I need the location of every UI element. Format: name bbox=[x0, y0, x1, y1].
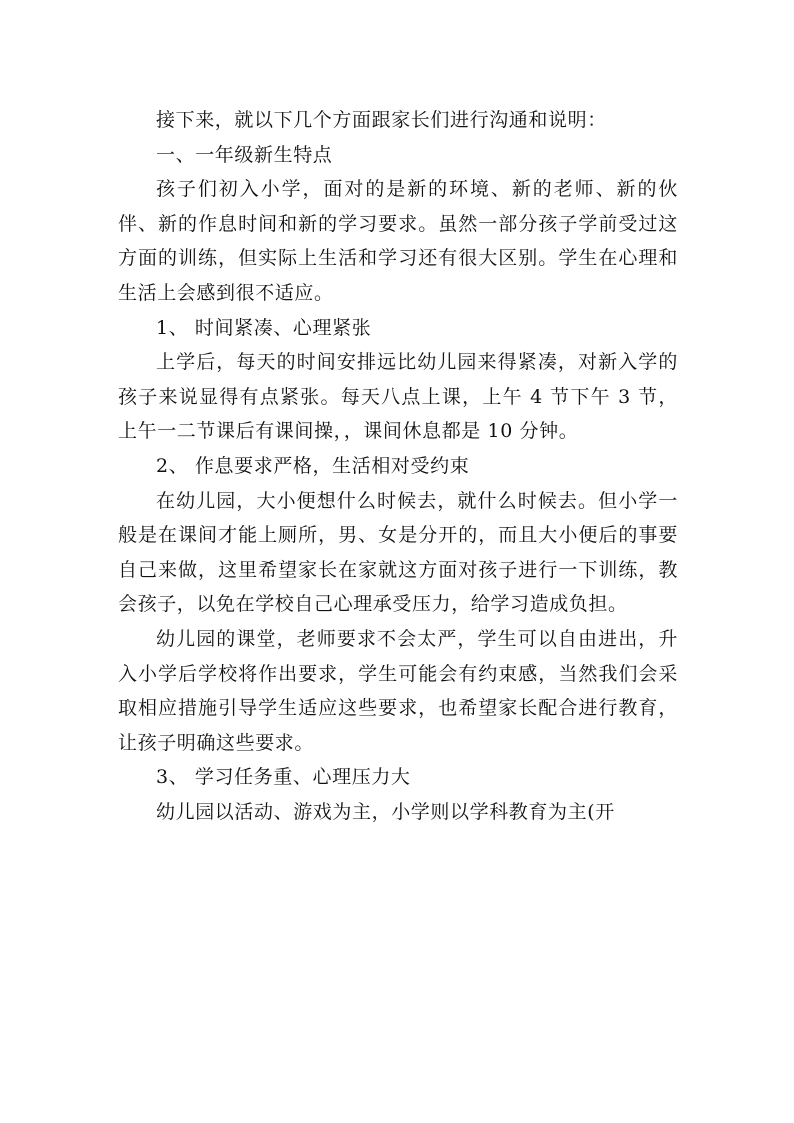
subheading: 1、 时间紧凑、心理紧张 bbox=[156, 316, 372, 339]
subheading: 2、 作息要求严格，生活相对受约束 bbox=[156, 454, 470, 477]
body-paragraph: 上学后，每天的时间安排远比幼儿园来得紧凑，对新入学的孩子来说显得有点紧张。每天八点上课，上午 4 节下午 3 节，上午一二节课后有课间操，，课间休息都是 10 分钟。 bbox=[118, 351, 678, 443]
subheading: 3、 学习任务重、心理压力大 bbox=[156, 766, 411, 789]
intro-paragraph: 接下来，就以下几个方面跟家长们进行沟通和说明： bbox=[156, 109, 607, 131]
body-paragraph: 幼儿园的课堂，老师要求不会太严，学生可以自由进出，升入小学后学校将作出要求，学生可能会有约束感，当然我们会采取相应措施引导学生适应这些要求，也希望家长配合进行教育，让孩子明确这些要求。 bbox=[118, 627, 678, 754]
body-paragraph: 幼儿园以活动、游戏为主，小学则以学科教育为主(开 bbox=[156, 800, 615, 823]
document-body bbox=[118, 103, 678, 829]
section-heading: 一、一年级新生特点 bbox=[156, 143, 333, 166]
body-paragraph: 孩子们初入小学，面对的是新的环境、新的老师、新的伙伴、新的作息时间和新的学习要求。虽然一部分孩子学前受过这方面的训练，但实际上生活和学习还有很大区别。学生在心理和生活上会感到很不适应。 bbox=[118, 178, 678, 304]
body-paragraph: 在幼儿园，大小便想什么时候去，就什么时候去。但小学一般是在课间才能上厕所，男、女是分开的，而且大小便后的事要自己来做，这里希望家长在家就这方面对孩子进行一下训练，教会孩子，以免在学校自己心理承受压力，给学习造成负担。 bbox=[118, 489, 678, 616]
